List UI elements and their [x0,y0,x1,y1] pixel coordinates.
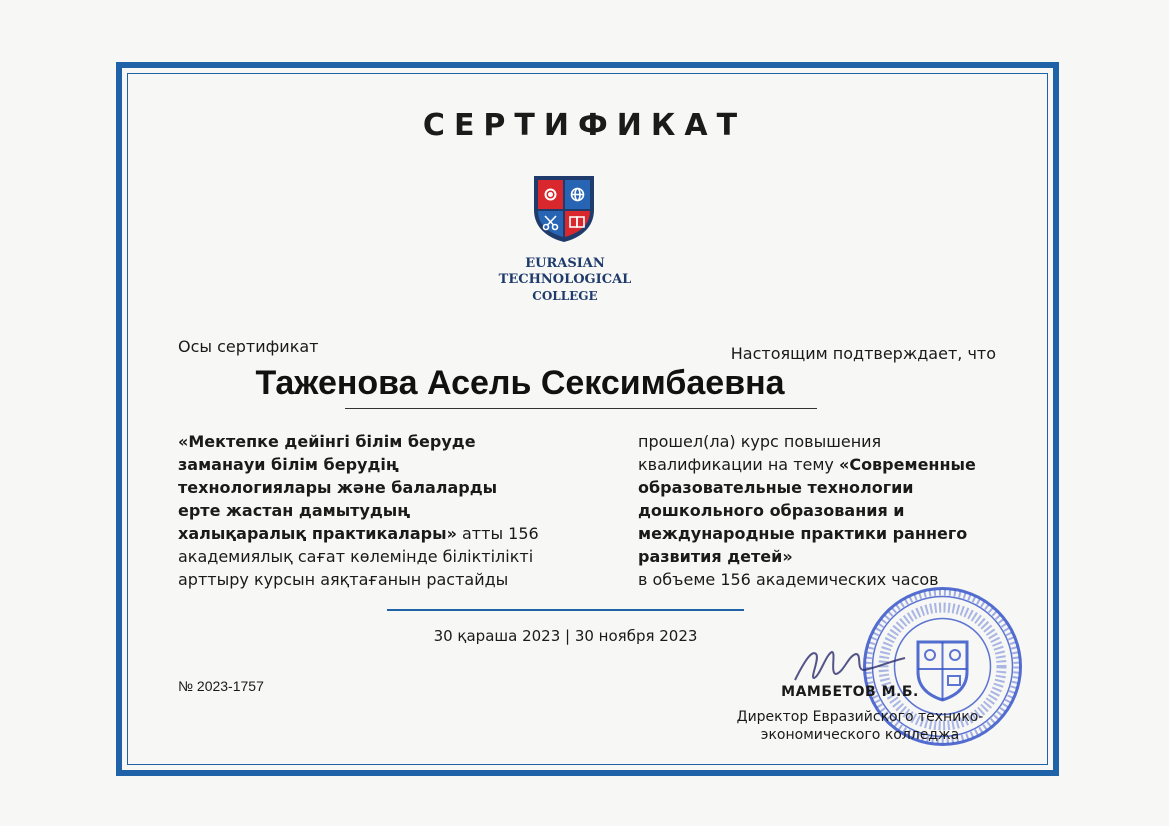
kazakh-course-title: «Мектепке дейінгі білім беруде заманауи білім берудің технологиялары және балаларды ерте жастан дамытудың халықаралық практикалары» [178,432,498,543]
issue-date: 30 қараша 2023 | 30 ноября 2023 [433,627,698,645]
signer-name: МАМБЕТОВ М.Б. [781,684,919,700]
intro-kazakh: Осы сертификат [178,337,319,356]
college-name: EURASIAN TECHNOLOGICAL COLLEGE [498,256,632,303]
signer-role: Директор Евразийского технико- экономического колледжа [736,709,984,743]
name-underline [345,408,817,409]
date-divider [387,609,744,611]
russian-lead: прошел(ла) курс повышения квалификации на тему [638,432,882,474]
russian-course-title: «Современные образовательные технологии дошкольного образования и международные практики раннего развития детей» [638,455,976,566]
signature [790,640,910,690]
college-logo [532,174,596,244]
intro-russian: Настоящим подтверждает, что [730,344,996,363]
recipient-name: Таженова Асель Сексимбаевна [255,364,785,402]
kazakh-description [178,430,543,591]
kazakh-course-details: атты 156 академиялық сағат көлемінде біліктілікті арттыру курсын аяқтағанын растайды [178,524,539,589]
certificate-title: СЕРТИФИКАТ [422,108,747,143]
russian-volume: в объеме 156 академических часов [638,570,939,589]
certificate-number: № 2023-1757 [178,678,264,694]
russian-description [638,430,978,591]
